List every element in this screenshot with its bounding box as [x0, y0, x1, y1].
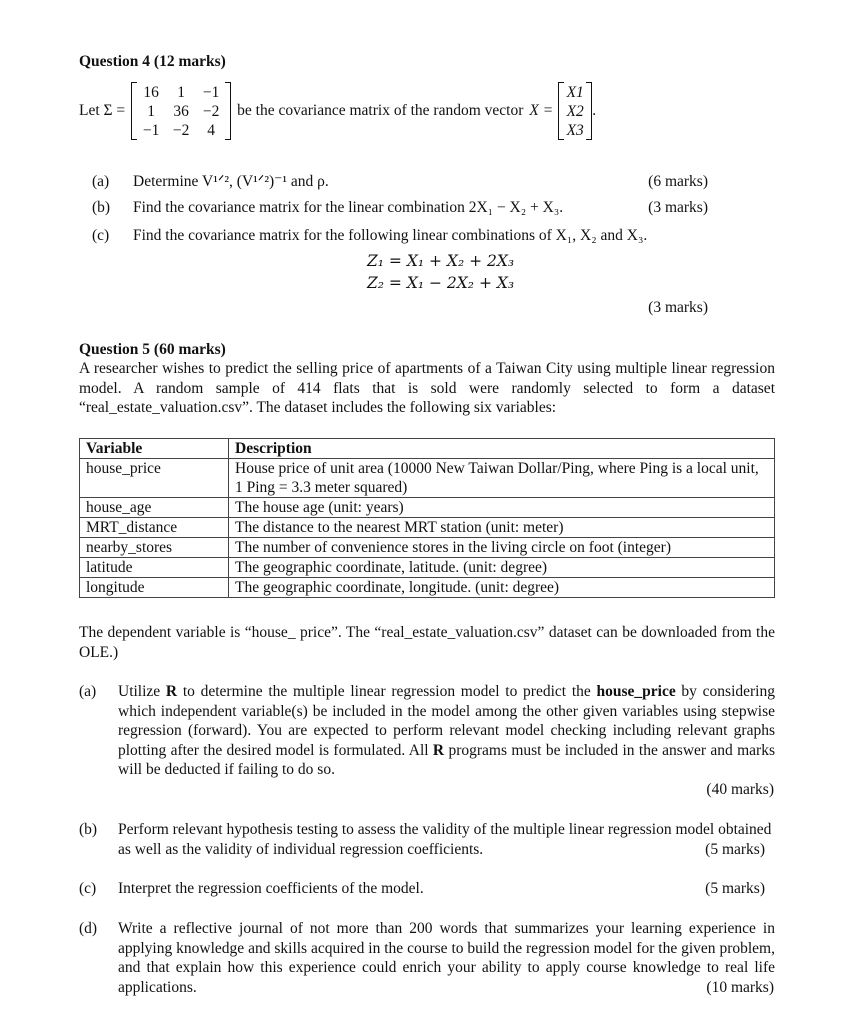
variable-description-cell: The number of convenience stores in the living circle on foot (integer): [229, 538, 775, 558]
variable-description-cell: The geographic coordinate, latitude. (unit: degree): [229, 558, 775, 578]
a-text-4: programs must be included in the answer and marks will be deducted if failing to do so.: [118, 741, 775, 778]
matrix-cell: 4: [207, 121, 216, 139]
q5-part-c-text: Interpret the regression coefficients of the model.: [118, 880, 424, 897]
q5-part-b-text: Perform relevant hypothesis testing to assess the validity of the multiple linear regression model obtained as well as the validity of individual regression coefficients.: [118, 821, 772, 858]
q5-part-b-marks: (5 marks): [705, 841, 765, 858]
q4-statement: [79, 82, 596, 140]
q4-part-c-marks: (3 marks): [648, 299, 708, 316]
q4-heading: Question 4 (12 marks): [79, 53, 226, 70]
q5-part-d-marks: (10 marks): [700, 978, 774, 998]
variable-description-cell: The geographic coordinate, longitude. (unit: degree): [229, 578, 775, 598]
vector-cell: X3: [566, 121, 584, 139]
equation-z1: Z₁ = X₁ + X₂ + 2X₃: [367, 252, 515, 270]
equation-z2: Z₂ = X₁ − 2X₂ + X₃: [367, 274, 515, 292]
a-r2-bold: R: [432, 741, 445, 759]
table-row: [80, 518, 775, 538]
random-vector: [564, 83, 586, 140]
variable-name-cell: MRT_distance: [80, 518, 229, 538]
q5-part-a-label: (a): [79, 683, 97, 700]
matrix-cell: −2: [172, 121, 190, 139]
q5-heading: Question 5 (60 marks): [79, 341, 226, 358]
matrix-cell: 1: [147, 102, 156, 120]
variable-name-cell: nearby_stores: [80, 538, 229, 558]
variable-name-cell: latitude: [80, 558, 229, 578]
variable-description-cell: House price of unit area (10000 New Taiwan Dollar/Ping, where Ping is a local unit, 1 Ping = 3.3 meter squared): [229, 459, 775, 498]
table-header-row: [80, 439, 775, 459]
matrix-cell: −1: [142, 121, 160, 139]
vector-cell: X2: [566, 102, 584, 120]
variable-name-cell: longitude: [80, 578, 229, 598]
variables-table: [79, 438, 775, 598]
table-row: [80, 538, 775, 558]
q4-part-a-label: (a): [92, 173, 110, 190]
matrix-cell: −2: [202, 102, 220, 120]
table-row: [80, 578, 775, 598]
a-text-1: Utilize: [118, 683, 166, 700]
dependent-variable-note: The dependent variable is “house_ price”. The “real_estate_valuation.csv” dataset can be downloaded from the OLE.): [79, 624, 775, 661]
q5-part-a-marks: (40 marks): [706, 781, 774, 798]
q4-part-a-marks: (6 marks): [648, 173, 708, 190]
matrix-description: be the covariance matrix of the random vector: [237, 102, 524, 120]
q5-part-c-label: (c): [79, 880, 97, 897]
q5-part-d-label: (d): [79, 920, 98, 937]
variable-description-cell: The house age (unit: years): [229, 498, 775, 518]
covariance-matrix: [137, 83, 225, 140]
statement-period: .: [592, 102, 597, 120]
vector-cell: X1: [566, 83, 584, 101]
q4-part-b-label: (b): [92, 199, 111, 216]
q5-part-c-marks: (5 marks): [705, 880, 765, 897]
q4-part-a-text: Determine V¹ᐟ², (V¹ᐟ²)⁻¹ and ρ.: [133, 173, 329, 190]
q4-part-b-text: Find the covariance matrix for the linear combination 2X₁ − X₂ + X₃.: [133, 199, 564, 216]
matrix-bracket-right: [225, 82, 231, 140]
a-text-3: by considering which independent variable(s) be included in the model among the other given variables using stepwise regression (forward). You are expected to perform relevant model checking including relevant graphs plotting after the desired model is formulated. All: [118, 683, 775, 759]
q4-part-c-text: Find the covariance matrix for the following linear combinations of X₁, X₂ and X₃.: [133, 227, 648, 244]
variable-description-cell: The distance to the nearest MRT station (unit: meter): [229, 518, 775, 538]
header-variable: Variable: [80, 439, 229, 459]
matrix-cell: −1: [202, 83, 220, 101]
matrix-cell: 16: [143, 83, 159, 101]
a-r-bold: R: [165, 683, 178, 700]
q5-part-b-label: (b): [79, 821, 98, 838]
let-sigma-label: Let Σ =: [79, 102, 126, 120]
table-row: [80, 498, 775, 518]
table-row: [80, 558, 775, 578]
matrix-cell: 1: [177, 83, 186, 101]
q5-part-a-text: [118, 682, 775, 780]
q5-intro: A researcher wishes to predict the selling price of apartments of a Taiwan City using multiple linear regression model. A random sample of 414 flats that is sold were randomly selected to form a dataset “real_estate_valuation.csv”. The dataset includes the following six variables:: [79, 360, 775, 416]
matrix-cell: 36: [173, 102, 189, 120]
a-house-price-bold: house_price: [596, 683, 676, 700]
x-equals: X =: [529, 102, 554, 120]
q4-part-c-label: (c): [92, 227, 110, 244]
a-text-2: to determine the multiple linear regression model to predict the: [177, 683, 597, 700]
q4-part-b-marks: (3 marks): [648, 199, 708, 216]
q5-part-d-text: Write a reflective journal of not more than 200 words that summarizes your learning experience in applying knowledge and skills acquired in the course to build the regression model for the given problem, and that explain how this experience could enrich your ability to apply course knowledge to real life applications.: [118, 920, 775, 996]
variable-name-cell: house_price: [80, 459, 229, 498]
header-description: Description: [229, 439, 775, 459]
table-row: [80, 459, 775, 498]
variable-name-cell: house_age: [80, 498, 229, 518]
